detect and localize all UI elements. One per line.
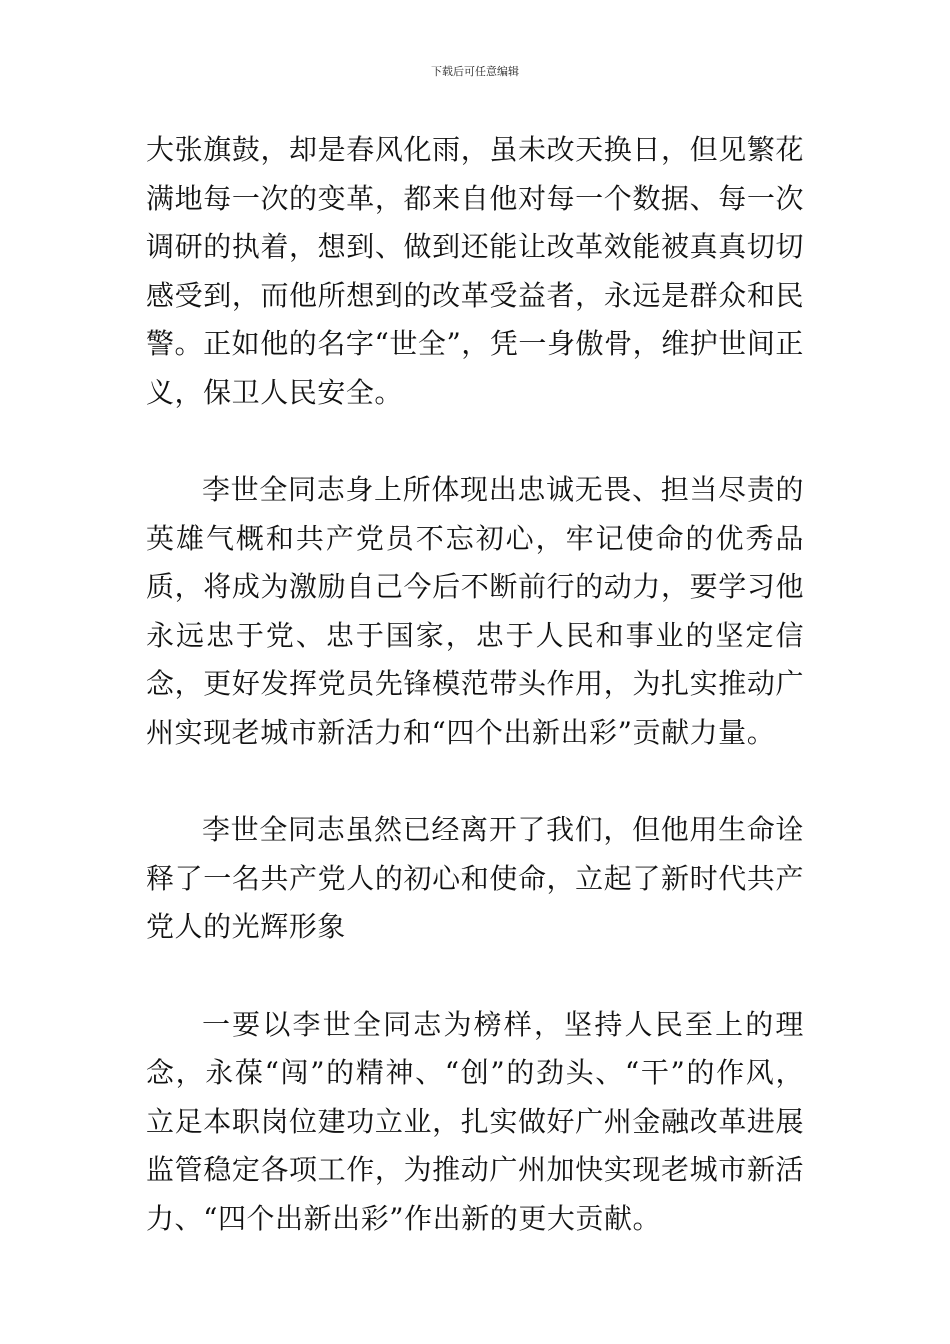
paragraph-gap — [146, 952, 804, 1001]
page-header: 下载后可任意编辑 — [431, 65, 519, 78]
paragraph-2: 李世全同志身上所体现出忠诚无畏、担当尽责的英雄气概和共产党员不忘初心，牢记使命的优秀品质，将成为激励自己今后不断前行的动力，要学习他永远忠于党、忠于国家，忠于人民和事业的坚定信念，更好发挥党员先锋模范带头作用，为扎实推动广州实现老城市新活力和“四个出新出彩”贡献力量。 — [146, 473, 804, 749]
paragraph-1: 大张旗鼓，却是春风化雨，虽未改天换日，但见繁花满地每一次的变革，都来自他对每一个数据、每一次调研的执着，想到、做到还能让改革效能被真真切切感受到，而他所想到的改革受益者，永远是群众和民警。正如他的名字“世全”，凭一身傲骨，维护世间正义，保卫人民安全。 — [146, 133, 804, 409]
paragraph-4: 一要以李世全同志为榜样，坚持人民至上的理念，永葆“闯”的精神、“创”的劲头、“干”的作风，立足本职岗位建功立业，扎实做好广州金融改革进展监管稳定各项工作，为推动广州加快实现老城市新活力、“四个出新出彩”作出新的更大贡献。 — [146, 1007, 804, 1235]
paragraph-gap — [146, 417, 804, 466]
document-body — [146, 126, 804, 1243]
paragraph-gap — [146, 757, 804, 806]
paragraph-3: 李世全同志虽然已经离开了我们，但他用生命诠释了一名共产党人的初心和使命，立起了新时代共产党人的光辉形象 — [146, 813, 804, 943]
